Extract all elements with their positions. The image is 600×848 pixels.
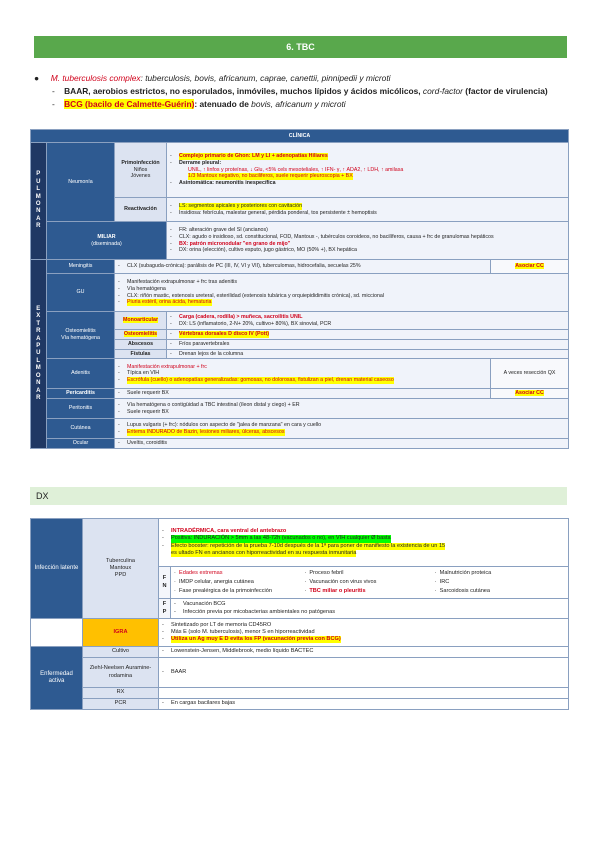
bcg-species: bovis, africanum y microti — [248, 99, 346, 109]
meningitis-label: Meningitis — [47, 260, 115, 274]
pcr-label: PCR — [83, 699, 159, 710]
reactiv-content: - LS: segmentos apicales y posteriores con cavitación - Insidiosa: febrícula, malestar general, pérdida ponderal, tos persistente ± hemoptisis — [167, 198, 569, 222]
miliar-content: - FR: alteración grave del SI (ancianos) - CLX: agudo o insidioso, sd. constitucional, FOD, Mantoux -, tubérculos coroideos, no bacilíferos, causa + frc de granulomas hepáticos - BX: patrón micronodular "en grano de mijo" - DX: orina (elección), cultivo esputo, jugo gástrico, MO (50% +), BX hepática — [167, 222, 569, 260]
dx-table — [30, 518, 569, 710]
fn-item: · Vacunación con virus vivos — [304, 578, 377, 585]
adenitis-label: Adenitis — [47, 359, 115, 389]
fn-item: · TBC miliar o pleuritis — [304, 588, 366, 595]
gu-content: - Manifestación extrapulmonar + frc tras adenitis - Vía hematógena - CLX: riñón mastic, estenosis ureteral, esterilidad (estenosis tubárica y orquiepididimitis crónica), sd. miccional - Piuria estéril, orina ácida, hematuria — [115, 274, 569, 312]
cultivo-content: - Lowenstein-Jensen, Middlebrook, medio líquido BACTEC — [159, 647, 569, 658]
species-line: ● M. tuberculosis complex: tuberculosis, bovis, africanum, caprae, canettii, pinnipedii y microti — [34, 73, 391, 83]
fn-item: · Proceso febril — [304, 569, 344, 576]
fn-item: · IMDP celular, anergia cutánea — [174, 578, 254, 585]
monoart-label: Monoarticular — [115, 312, 167, 330]
fistulas-content: - Drenan lejos de la columna — [167, 349, 569, 359]
meningitis-content: - CLX (subaguda-crónica): parálisis de PC (III, IV, VI y VII), tuberculomas, hidrocefalia, secuelas 25% — [115, 260, 491, 274]
abscesos-content: - Fríos paravertebrales — [167, 339, 569, 349]
fp-label: F P — [159, 599, 171, 619]
bcg-label: BCG (bacilo de Calmette-Guérin) — [64, 99, 195, 109]
peritonitis-content: - Vía hematógena o contigüidad a TBC intestinal (íleon distal y ciego) + ER - Suele requerir BX — [115, 399, 569, 419]
pericarditis-content: - Suele requerir BX — [115, 389, 491, 399]
fn-content — [171, 567, 569, 599]
species-list: : tuberculosis, bovis, africanum, caprae, canettii, pinnipedii y microti — [140, 73, 391, 83]
bcg-line: - BCG (bacilo de Calmette-Guérin): atenuado de bovis, africanum y microti — [52, 99, 346, 109]
tuberculina-content: - INTRADÉRMICA, cara ventral del antebrazo - Positiva: INDURACIÓN > 5mm a las 48-72h (vacunados o no), en VIH cualquier Ø basta - Efecto booster: repetición de la prueba 7-10d después de la 1ª para poner de manifiesto la existencia de un 15 es ultado FN en ancianos con hiporreactividad en su respuesta inmunitaria — [159, 519, 569, 567]
fistulas-label: Fístulas — [115, 349, 167, 359]
adenitis-content: - Manifestación extrapulmonar + frc - Típica en VIH - Escrófula (cuello) o adenopatías generalizadas: gomosas, no dolorosas, fistulizan a piel, drenan material caseoso — [115, 359, 491, 389]
tuberculina-label: Tuberculina Mantoux PPD — [83, 519, 159, 619]
cutanea-label: Cutánea — [47, 419, 115, 439]
primoinf-label: Primoinfección Niños Jóvenes — [115, 143, 167, 198]
species-label: M. tuberculosis complex — [50, 73, 141, 83]
rx-content — [159, 688, 569, 699]
fn-item: · Fase prealérgica de la primoinfección — [174, 588, 272, 595]
intro-block — [34, 72, 574, 111]
igra-spacer — [31, 619, 83, 647]
fp-content: - Vacunación BCG - Infección previa por micobacterias ambientales no patógenas — [171, 599, 569, 619]
osteom-content: - Vértebras dorsales D disco IV (Pott) — [167, 330, 569, 340]
pericarditis-side: Asociar CC — [491, 389, 569, 399]
monoart-content: - Carga (cadera, rodilla) > muñeca, sacroilitis UNIL - DX: LS (inflamatorio, 2-N+ 20%, cultivo+ 80%), BX sinovial, PCR — [167, 312, 569, 330]
fn-item: · Malnutrición proteica — [434, 569, 492, 576]
ocular-label: Ocular — [47, 439, 115, 449]
miliar-label: MILIAR (diseminada) — [47, 222, 167, 260]
dx-header: DX — [30, 487, 567, 505]
igra-label: IGRA — [83, 619, 159, 647]
abscesos-label: Abscesos — [115, 339, 167, 349]
cutanea-content: - Lupus vulgaris (+ frc): nódulos con aspecto de "jalea de manzana" en cara y cuello - Eritema INDURADO de Bazin, lesiones miliares, úlceras, abscesos — [115, 419, 569, 439]
extrapulmonar-label: EXTRAPULMONAR — [31, 260, 47, 449]
igra-content: - Sintetizado por LT de memoria CD45RO - Más E (solo M. tuberculosis), menor S en hiporreactividad - Utiliza un Ag muy E D evita los FP (vacunación previa con BCG) — [159, 619, 569, 647]
peritonitis-label: Peritonitis — [47, 399, 115, 419]
baar-text: BAAR, aerobios estrictos, no esporulados, inmóviles, muchos lípidos y ácidos micólicos, — [64, 86, 421, 96]
bcg-desc: : atenuado de — [194, 99, 249, 109]
osteom-label: Osteomielitis — [115, 330, 167, 340]
fn-item: · IRC — [434, 578, 450, 585]
neumonia-label: Neumonía — [47, 143, 115, 222]
reactiv-label: Reactivación — [115, 198, 167, 222]
ziehl-label: Ziehl-Neelsen Auramine-rodamina — [83, 658, 159, 688]
ziehl-content: - BAAR — [159, 658, 569, 688]
pcr-content: - En cargas bacilares bajas — [159, 699, 569, 710]
rx-label: RX — [83, 688, 159, 699]
osteo-label: Osteomielitis Vía hematógena — [47, 312, 115, 359]
pulmonar-label: PULMONAR — [31, 143, 47, 260]
infeccion-label: Infección latente — [31, 519, 83, 619]
fn-item: · Edades extremas — [174, 569, 223, 576]
ocular-content: - Uveítis, coroiditis — [115, 439, 569, 449]
fn-label: F N — [159, 567, 171, 599]
adenitis-side: A veces resección QX — [491, 359, 569, 389]
baar-line: - BAAR, aerobios estrictos, no esporulados, inmóviles, muchos lípidos y ácidos micólicos, cord-factor (factor de virulencia) — [52, 86, 548, 96]
pericarditis-label: Pericarditis — [47, 389, 115, 399]
primoinf-content: - Complejo primario de Ghon: LM y LI + adenopatías Hiliares - Derrame pleural: UNIL, ↑ linfos y proteínas, ↓ Glu, <5% cels mesoteliales, ↑ IFN- γ, ↑ ADA2, ↑ LDH, ↑ amilasa 1/3 Mantoux negativo, no baciliferos, suele requerir pleuroscopia + BX - Asintomática: neumonitis inespecífica — [167, 143, 569, 198]
cultivo-label: Cultivo — [83, 647, 159, 658]
meningitis-side: Asociar CC — [491, 260, 569, 274]
clinica-title: CLÍNICA — [31, 130, 569, 143]
fn-item: · Sarcoidosis cutánea — [434, 588, 491, 595]
section-header: 6. TBC — [34, 36, 567, 58]
enfermedad-label: Enfermedad activa — [31, 647, 83, 710]
gu-label: GU — [47, 274, 115, 312]
cord-factor: cord-factor — [420, 86, 463, 96]
virulence-text: (factor de virulencia) — [462, 86, 548, 96]
clinica-table — [30, 129, 569, 449]
